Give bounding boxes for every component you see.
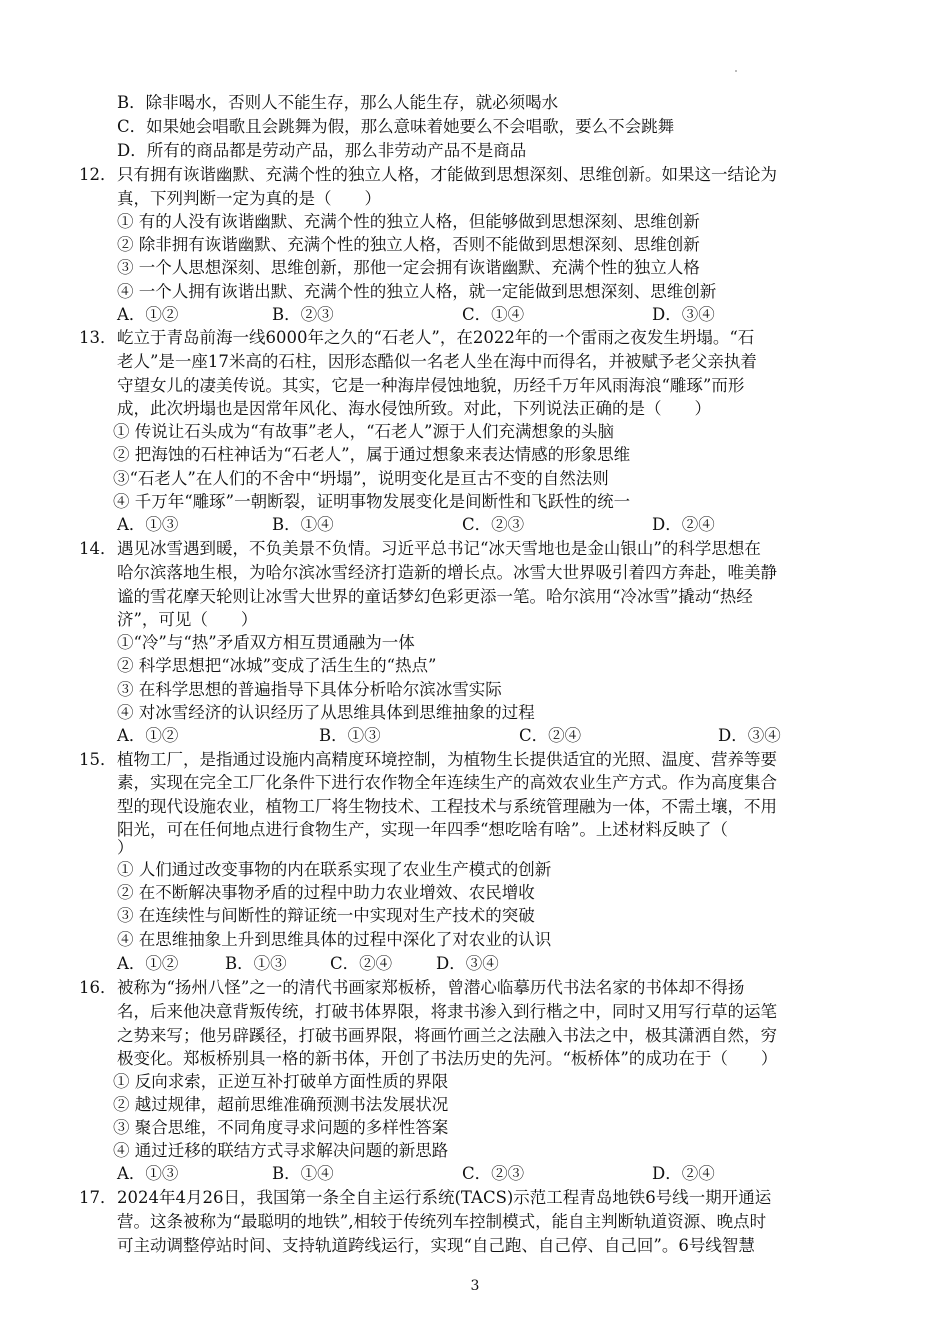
q12-option-c[interactable]: C．①④ [462, 305, 525, 324]
q16-item: ④ 通过迁移的联结方式寻求解决问题的新思路 [113, 1141, 449, 1160]
q14-option-c[interactable]: C．②④ [519, 726, 582, 745]
q14-option-d[interactable]: D．③④ [718, 726, 781, 745]
q17-stem-line: 可主动调整停站时间、支持轨道跨线运行，实现“自己跑、自己停、自己回”。6号线智慧 [117, 1236, 755, 1255]
scan-speck [735, 70, 737, 72]
q17-stem-line: 2024年4月26日，我国第一条全自主运行系统(TACS)示范工程青岛地铁6号线一期开通运 [117, 1188, 772, 1207]
q14-item: ④ 对冰雪经济的认识经历了从思维具体到思维抽象的过程 [117, 703, 535, 722]
q16-number: 16． [79, 978, 117, 997]
q16-option-b[interactable]: B．①④ [272, 1164, 334, 1183]
q12-item: ① 有的人没有诙谐幽默、充满个性的独立人格，但能够做到思想深刻、思维创新 [117, 212, 700, 231]
q16-stem-line: 之势来写；他另辟蹊径，打破书画界限，将画竹画兰之法融入书法之中，极其潇洒自然，穷 [117, 1026, 777, 1045]
q15-item: ④ 在思维抽象上升到思维具体的过程中深化了对农业的认识 [117, 930, 552, 949]
q13-option-d[interactable]: D．②④ [652, 515, 715, 534]
q15-option-c[interactable]: C．②④ [330, 954, 393, 973]
q11-option-d: D．所有的商品都是劳动产品，那么非劳动产品不是商品 [117, 141, 527, 160]
q16-item: ③ 聚合思维，不同角度寻求问题的多样性答案 [113, 1118, 449, 1137]
q14-stem-line: 遇见冰雪遇到暖，不负美景不负情。习近平总书记“冰天雪地也是金山银山”的科学思想在 [117, 539, 761, 558]
q14-option-a[interactable]: A．①② [117, 726, 179, 745]
q14-item: ①“冷”与“热”矛盾双方相互贯通融为一体 [117, 633, 415, 652]
q16-stem-line: 名，后来他决意背叛传统，打破书体界限，将隶书渗入到行楷之中，同时又用写行草的运笔 [117, 1002, 777, 1021]
q12-option-b[interactable]: B．②③ [272, 305, 334, 324]
q12-item: ④ 一个人拥有诙谐出默、充满个性的独立人格，就一定能做到思想深刻、思维创新 [117, 282, 717, 301]
q12-stem-line: 只有拥有诙谐幽默、充满个性的独立人格，才能做到思想深刻、思维创新。如果这一结论为 [117, 165, 777, 184]
q14-stem-line: 济”，可见（ ） [117, 610, 258, 629]
q15-stem-line: 型的现代设施农业，植物工厂将生物技术、工程技术与系统管理融为一体，不需土壤，不用 [117, 797, 777, 816]
q14-stem-line: 哈尔滨落地生根，为哈尔滨冰雪经济打造新的增长点。冰雪大世界吸引着四方奔赴，唯美静 [117, 563, 777, 582]
q14-item: ② 科学思想把“冰城”变成了活生生的“热点” [117, 656, 437, 675]
q16-item: ① 反向求索，正逆互补打破单方面性质的界限 [113, 1072, 449, 1091]
q15-item: ① 人们通过改变事物的内在联系实现了农业生产模式的创新 [117, 860, 552, 879]
q13-item: ② 把海蚀的石柱神话为“石老人”，属于通过想象来表达情感的形象思维 [113, 445, 631, 464]
q16-option-a[interactable]: A．①③ [117, 1164, 179, 1183]
q12-item: ② 除非拥有诙谐幽默、充满个性的独立人格，否则不能做到思想深刻、思维创新 [117, 235, 700, 254]
q14-item: ③ 在科学思想的普遍指导下具体分析哈尔滨冰雪实际 [117, 680, 502, 699]
q13-item: ① 传说让石头成为“有故事”老人，“石老人”源于人们充满想象的头脑 [113, 422, 614, 441]
q13-stem-line: 守望女儿的凄美传说。其实，它是一种海岸侵蚀地貌，历经千万年风雨海浪“雕琢”而形 [117, 376, 745, 395]
q13-option-c[interactable]: C．②③ [462, 515, 525, 534]
q12-option-d[interactable]: D．③④ [652, 305, 715, 324]
q15-option-a[interactable]: A．①② [117, 954, 179, 973]
q15-stem-line: ） [117, 838, 134, 857]
q13-item: ④ 千万年“雕琢”一朝断裂，证明事物发展变化是间断性和飞跃性的统一 [113, 492, 631, 511]
q16-option-c[interactable]: C．②③ [462, 1164, 525, 1183]
q15-option-b[interactable]: B．①③ [225, 954, 287, 973]
q14-option-b[interactable]: B．①③ [319, 726, 381, 745]
q13-item: ③“石老人”在人们的不舍中“坍塌”，说明变化是亘古不变的自然法则 [113, 469, 609, 488]
q11-option-c: C．如果她会唱歌且会跳舞为假，那么意味着她要么不会唱歌，要么不会跳舞 [117, 117, 675, 136]
page-number: 3 [470, 1278, 480, 1294]
q12-item: ③ 一个人思想深刻、思维创新，那他一定会拥有诙谐幽默、充满个性的独立人格 [117, 258, 700, 277]
q12-option-a[interactable]: A．①② [117, 305, 179, 324]
q16-stem-line: 被称为“扬州八怪”之一的清代书画家郑板桥，曾潜心临摹历代书法名家的书体却不得扬 [117, 978, 745, 997]
q13-stem-line: 屹立于青岛前海一线6000年之久的“石老人”，在2022年的一个雷雨之夜发生坍塌。“石 [117, 328, 755, 347]
q13-stem-line: 成，此次坍塌也是因常年风化、海水侵蚀所致。对此，下列说法正确的是（ ） [117, 399, 711, 418]
q13-stem-line: 老人”是一座17米高的石柱，因形态酷似一名老人坐在海中而得名，并被赋予老父亲执着 [117, 352, 757, 371]
q16-option-d[interactable]: D．②④ [652, 1164, 715, 1183]
q16-stem-line: 极变化。郑板桥别具一格的新书体，开创了书法历史的先河。“板桥体”的成功在于（ ） [117, 1049, 778, 1068]
q12-number: 12． [79, 165, 117, 184]
q15-stem-line: 素，实现在完全工厂化条件下进行农作物全年连续生产的高效农业生产方式。作为高度集合 [117, 773, 777, 792]
q12-stem-line: 真，下列判断一定为真的是（ ） [117, 189, 381, 208]
q17-stem-line: 营。这条被称为“最聪明的地铁”,相较于传统列车控制模式，能自主判断轨道资源、晚点时 [117, 1212, 767, 1231]
q15-stem-line: 阳光，可在任何地点进行食物生产，实现一年四季“想吃啥有啥”。上述材料反映了（ [117, 820, 728, 839]
q15-item: ③ 在连续性与间断性的辩证统一中实现对生产技术的突破 [117, 906, 535, 925]
q11-option-b: B．除非喝水，否则人不能生存，那么人能生存，就必须喝水 [117, 93, 559, 112]
q14-number: 14． [79, 539, 117, 558]
q15-item: ② 在不断解决事物矛盾的过程中助力农业增效、农民增收 [117, 883, 535, 902]
q17-number: 17． [79, 1188, 117, 1207]
q14-stem-line: 谧的雪花摩天轮则让冰雪大世界的童话梦幻色彩更添一笔。哈尔滨用“冷冰雪”撬动“热经 [117, 587, 753, 606]
q13-option-b[interactable]: B．①④ [272, 515, 334, 534]
q15-number: 15． [79, 750, 117, 769]
q13-option-a[interactable]: A．①③ [117, 515, 179, 534]
q13-number: 13． [79, 328, 117, 347]
q15-option-d[interactable]: D．③④ [436, 954, 499, 973]
q15-stem-line: 植物工厂，是指通过设施内高精度环境控制，为植物生长提供适宜的光照、温度、营养等要 [117, 750, 777, 769]
q16-item: ② 越过规律，超前思维准确预测书法发展状况 [113, 1095, 449, 1114]
